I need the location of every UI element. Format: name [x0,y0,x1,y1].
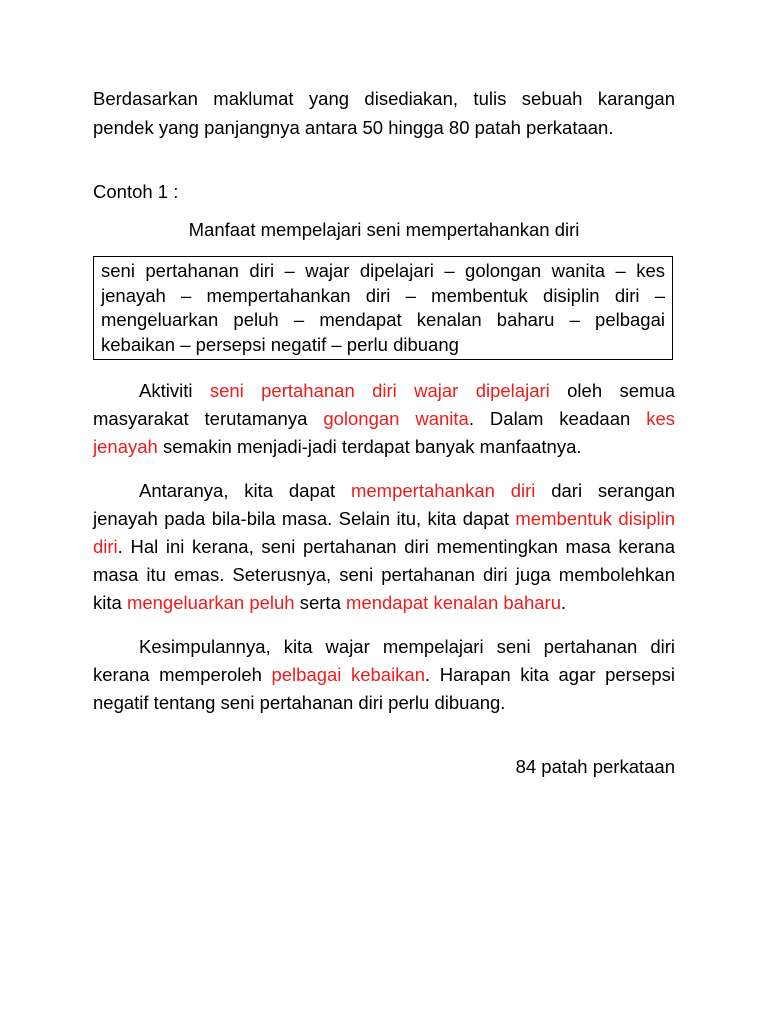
essay-text: . Dalam keadaan [468,408,647,429]
highlighted-keyword: golongan wanita [323,408,469,429]
highlighted-keyword: membentuk disiplin diri [93,508,675,557]
essay-body [93,377,675,733]
instruction-text: Berdasarkan maklumat yang disediakan, tulis sebuah karangan pendek yang panjangnya antara 50 hingga 80 patah perkataan. [93,88,675,138]
topic-title: Manfaat mempelajari seni mempertahankan diri [188,219,580,240]
essay-text: dari serangan jenayah pada bila-bila masa. Selain itu, kita dapat [93,480,676,529]
highlighted-keyword: pelbagai kebaikan [271,664,426,685]
highlighted-keyword: mempertahankan diri [350,480,536,501]
essay-text: Kesimpulannya, kita wajar mempelajari seni pertahanan diri kerana memperoleh [93,636,675,685]
highlighted-keyword: mendapat kenalan baharu [346,592,561,613]
word-count: 84 patah perkataan [515,756,675,777]
essay-paragraph-2 [93,477,675,617]
highlighted-keyword: kes jenayah [93,408,676,457]
keywords-box: seni pertahanan diri – wajar dipelajari – golongan wanita – kes jenayah – mempertahankan diri – membentuk disiplin diri – mengeluarkan peluh – mendapat kenalan baharu – pelbagai kebaikan – persepsi negatif – perlu dibuang [93,256,673,360]
essay-text: . [561,592,567,613]
essay-text: oleh semua masyarakat terutamanya [93,380,675,429]
essay-text: serta [294,592,347,613]
essay-text: . Harapan kita agar persepsi negatif tentang seni pertahanan diri perlu dibuang. [93,664,676,713]
essay-text: Antaranya, kita dapat [139,480,351,501]
highlighted-keyword: seni pertahanan diri wajar dipelajari [209,380,550,401]
essay-text: Aktiviti [139,380,210,401]
essay-paragraph-3 [93,633,675,717]
document-page [93,84,676,777]
highlighted-keyword: mengeluarkan peluh [126,592,295,613]
essay-paragraph-1 [93,377,675,461]
essay-text: . Hal ini kerana, seni pertahanan diri mementingkan masa kerana masa itu emas. Seterusnya, seni pertahanan diri juga membolehkan kita [93,536,675,613]
essay-text: semakin menjadi-jadi terdapat banyak manfaatnya. [157,436,582,457]
example-label: Contoh 1 : [93,181,179,202]
